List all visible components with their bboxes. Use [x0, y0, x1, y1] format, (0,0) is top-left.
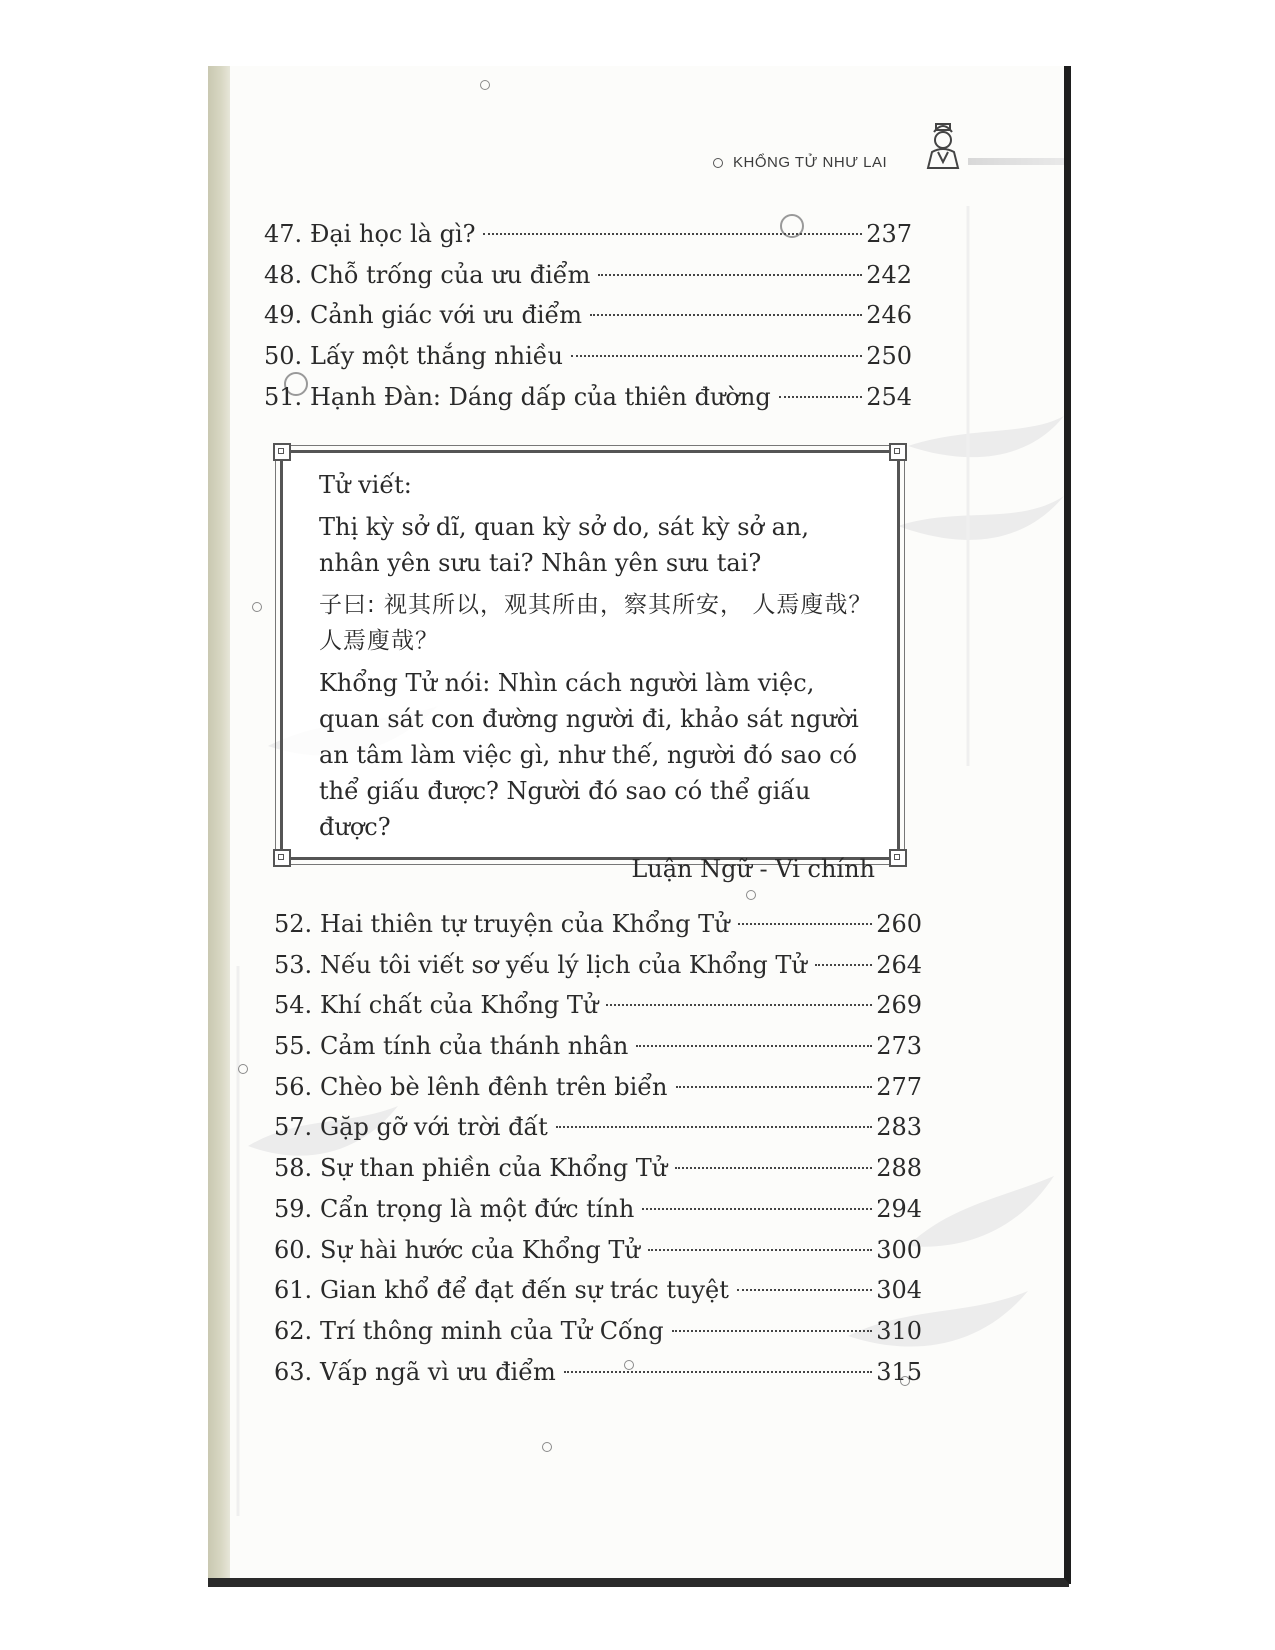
- book-page: [208, 66, 1069, 1584]
- toc-entry-page: 264: [876, 950, 922, 979]
- toc-list-bottom: [274, 904, 922, 1392]
- toc-entry: [274, 1026, 922, 1067]
- toc-entry-number: 57.: [274, 1113, 313, 1142]
- toc-entry-number: 47.: [264, 220, 303, 248]
- toc-dot-leader: [564, 1371, 872, 1373]
- toc-dot-leader: [556, 1126, 872, 1128]
- toc-entry-page: 254: [866, 382, 912, 411]
- toc-entry-title: Gặp gỡ với trời đất: [320, 1113, 548, 1142]
- quote-transliteration: Thị kỳ sở dĩ, quan kỳ sở do, sát kỳ sở an, nhân yên sưu tai? Nhân yên sưu tai?: [319, 513, 810, 577]
- toc-dot-leader: [606, 1004, 872, 1006]
- toc-entry-page: 283: [876, 1113, 922, 1142]
- toc-entry-title: Trí thông minh của Tử Cống: [320, 1316, 664, 1345]
- toc-entry: [264, 255, 912, 296]
- toc-dot-leader: [738, 923, 872, 925]
- toc-entry-title: Vấp ngã vì ưu điểm: [320, 1357, 556, 1386]
- toc-entry-number: 50.: [264, 342, 303, 371]
- quote-translation: Khổng Tử nói: Nhìn cách người làm việc, quan sát con đường người đi, khảo sát người an tâm làm việc gì, như thế, người đó sao có thể giấu được? Người đó sao có thể giấu được?: [319, 669, 859, 841]
- toc-entry-page: 315: [876, 1357, 922, 1386]
- toc-entry: [274, 1311, 922, 1352]
- toc-entry-title: Nếu tôi viết sơ yếu lý lịch của Khổng Tử: [320, 950, 807, 979]
- toc-dot-leader: [571, 355, 862, 357]
- toc-entry-page: 300: [876, 1235, 922, 1264]
- toc-entry: [274, 1107, 922, 1148]
- confucius-portrait-icon: [922, 118, 964, 170]
- toc-entry-number: 54.: [274, 991, 313, 1020]
- toc-entry-page: 277: [876, 1072, 922, 1101]
- toc-entry-page: 242: [866, 260, 912, 289]
- toc-entry-page: 310: [876, 1316, 922, 1345]
- toc-entry: [274, 945, 922, 986]
- decorative-circle: [238, 1064, 248, 1074]
- toc-entry-title: Lấy một thắng nhiều: [310, 342, 563, 371]
- toc-entry-number: 58.: [274, 1154, 313, 1183]
- toc-entry-title: Cảnh giác với ưu điểm: [310, 301, 583, 330]
- toc-entry-number: 60.: [274, 1235, 313, 1264]
- toc-entry: [274, 1189, 922, 1230]
- toc-entry-title: Hai thiên tự truyện của Khổng Tử: [320, 910, 730, 938]
- toc-dot-leader: [737, 1289, 872, 1291]
- running-header-title: KHỔNG TỬ NHƯ LAI: [733, 154, 888, 171]
- toc-entry-title: Hạnh Đàn: Dáng dấp của thiên đường: [310, 382, 771, 411]
- toc-entry-number: 61.: [274, 1276, 313, 1305]
- toc-entry-title: Chỗ trống của ưu điểm: [310, 260, 591, 289]
- toc-entry: [274, 1067, 922, 1108]
- toc-entry-title: Cẩn trọng là một đức tính: [320, 1194, 635, 1223]
- corner-ornament-icon: [273, 849, 291, 867]
- header-bullet-icon: [713, 158, 723, 168]
- toc-entry: [274, 904, 922, 945]
- toc-entry: [264, 214, 912, 255]
- toc-dot-leader: [648, 1249, 872, 1251]
- toc-dot-leader: [672, 1330, 872, 1332]
- corner-ornament-icon: [889, 443, 907, 461]
- toc-entry-number: 62.: [274, 1316, 313, 1345]
- toc-dot-leader: [642, 1208, 872, 1210]
- toc-entry-title: Khí chất của Khổng Tử: [320, 991, 599, 1020]
- toc-entry: [274, 1352, 922, 1393]
- toc-dot-leader: [779, 396, 862, 398]
- corner-ornament-icon: [889, 849, 907, 867]
- toc-entry-number: 53.: [274, 950, 313, 979]
- quote-source: Luận Ngữ - Vi chính: [631, 855, 875, 883]
- toc-entry-title: Gian khổ để đạt đến sự trác tuyệt: [320, 1276, 729, 1305]
- header-rule: [968, 158, 1064, 165]
- toc-entry-title: Cảm tính của thánh nhân: [320, 1032, 629, 1061]
- toc-entry-page: 250: [866, 342, 912, 371]
- quote-chinese-text: 子曰: 视其所以，观其所由，察其所安， 人焉廋哉？人焉廋哉？: [319, 592, 873, 654]
- toc-entry-page: 237: [866, 220, 912, 248]
- toc-entry-page: 294: [876, 1194, 922, 1223]
- decorative-circle: [746, 890, 756, 900]
- toc-entry-number: 52.: [274, 910, 313, 938]
- toc-entry-page: 304: [876, 1276, 922, 1305]
- toc-entry-number: 48.: [264, 260, 303, 289]
- toc-dot-leader: [598, 274, 862, 276]
- toc-dot-leader: [590, 314, 862, 316]
- toc-entry-page: 246: [866, 301, 912, 330]
- toc-entry-page: 288: [876, 1154, 922, 1183]
- toc-entry-title: Chèo bè lênh đênh trên biển: [320, 1072, 668, 1101]
- toc-entry-page: 273: [876, 1032, 922, 1061]
- decorative-circle: [252, 602, 262, 612]
- toc-dot-leader: [676, 1086, 873, 1088]
- toc-entry: [264, 336, 912, 377]
- running-header: [713, 154, 887, 171]
- quote-intro: Tử viết:: [319, 471, 412, 499]
- toc-entry-title: Sự hài hước của Khổng Tử: [320, 1235, 640, 1264]
- toc-entry-number: 55.: [274, 1032, 313, 1061]
- toc-entry: [274, 985, 922, 1026]
- toc-entry-number: 63.: [274, 1357, 313, 1386]
- quotation-box: [280, 450, 900, 883]
- toc-entry: [274, 1148, 922, 1189]
- toc-dot-leader: [483, 233, 862, 235]
- toc-entry-number: 51.: [264, 382, 303, 411]
- corner-ornament-icon: [273, 443, 291, 461]
- toc-dot-leader: [675, 1167, 872, 1169]
- toc-dot-leader: [636, 1045, 872, 1047]
- toc-dot-leader: [815, 964, 872, 966]
- toc-entry: [274, 1270, 922, 1311]
- decorative-circle: [542, 1442, 552, 1452]
- toc-entry: [264, 377, 912, 418]
- toc-entry: [264, 295, 912, 336]
- toc-entry-number: 56.: [274, 1072, 313, 1101]
- toc-list-top: [264, 214, 912, 417]
- decorative-circle: [480, 80, 490, 90]
- toc-entry-number: 49.: [264, 301, 303, 330]
- toc-entry-title: Sự than phiền của Khổng Tử: [320, 1154, 668, 1183]
- toc-entry-title: Đại học là gì?: [310, 220, 476, 248]
- toc-entry-page: 269: [876, 991, 922, 1020]
- toc-entry-page: 260: [876, 910, 922, 938]
- toc-entry-number: 59.: [274, 1194, 313, 1223]
- toc-entry: [274, 1230, 922, 1271]
